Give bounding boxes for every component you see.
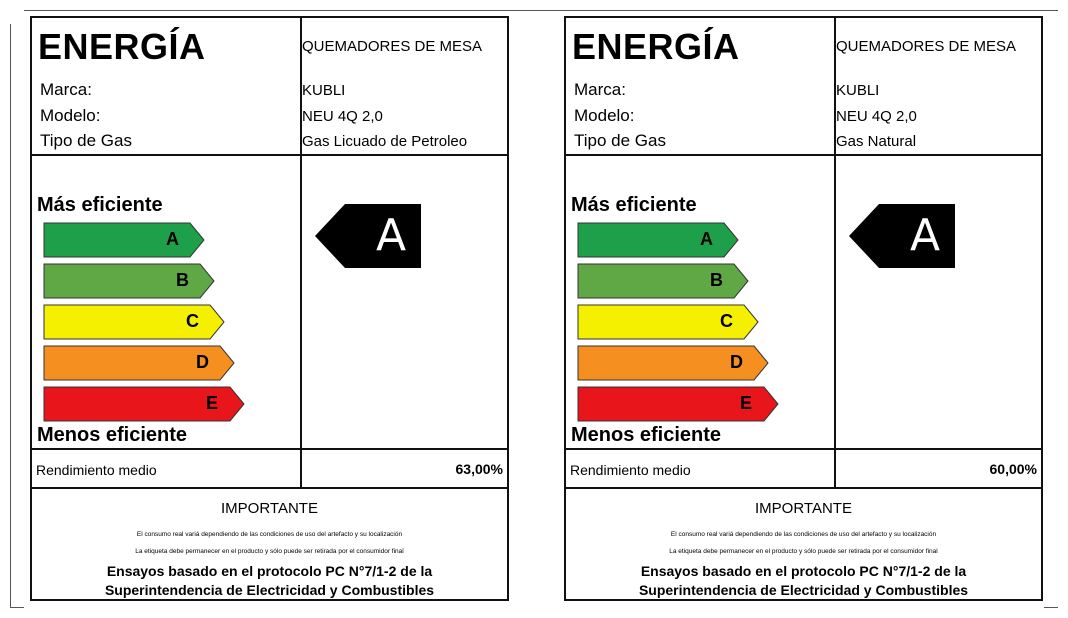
gas-type-value: Gas Licuado de Petroleo (302, 133, 468, 150)
brand-value: KUBLI (302, 82, 346, 99)
appliance-category: QUEMADORES DE MESA (302, 38, 483, 55)
important-note-1: El consumo real variá dependiendo de las condiciones de uso del artefacto y su localización (136, 531, 403, 538)
frame-top-line (24, 10, 1058, 11)
energy-heading: ENERGÍA (38, 26, 206, 67)
efficiency-class-a: A (700, 229, 713, 249)
performance-value: 63,00% (455, 461, 503, 477)
brand-value: KUBLI (836, 82, 880, 99)
frame-left-line (10, 24, 11, 608)
efficiency-class-e: E (206, 393, 219, 413)
most-efficient-label: Más eficiente (37, 194, 163, 216)
rating-letter: A (376, 210, 407, 261)
efficiency-class-c: C (720, 311, 733, 331)
model-label: Modelo: (574, 106, 635, 125)
protocol-line-2: Superintendencia de Electricidad y Combustibles (104, 582, 435, 598)
efficiency-class-b: B (176, 270, 189, 290)
important-title: IMPORTANTE (755, 500, 852, 517)
most-efficient-label: Más eficiente (571, 194, 697, 216)
efficiency-bar-a-shape (44, 223, 204, 257)
least-efficient-label: Menos eficiente (571, 424, 722, 446)
efficiency-class-b: B (710, 270, 723, 290)
protocol-line-1: Ensayos basado en el protocolo PC N°7/1-2 de la (106, 563, 433, 579)
important-note-2: La etiqueta debe permanecer en el producto y sólo puede ser retirada por el consumidor final (135, 548, 404, 555)
important-title: IMPORTANTE (221, 500, 318, 517)
rating-letter: A (910, 210, 941, 261)
protocol-line-1: Ensayos basado en el protocolo PC N°7/1-2 de la (640, 563, 967, 579)
energy-heading: ENERGÍA (572, 26, 740, 67)
gas-type-label: Tipo de Gas (40, 131, 132, 150)
model-value: NEU 4Q 2,0 (836, 108, 917, 125)
efficiency-class-a: A (166, 229, 179, 249)
efficiency-class-d: D (730, 352, 743, 372)
efficiency-class-c: C (186, 311, 199, 331)
frame-bottom-right-tick (1044, 607, 1058, 608)
frame-bottom-left-tick (10, 607, 24, 608)
least-efficient-label: Menos eficiente (37, 424, 188, 446)
performance-label: Rendimiento medio (570, 462, 691, 478)
model-value: NEU 4Q 2,0 (302, 108, 383, 125)
efficiency-class-d: D (196, 352, 209, 372)
brand-label: Marca: (40, 80, 92, 99)
protocol-line-2: Superintendencia de Electricidad y Combustibles (638, 582, 969, 598)
performance-label: Rendimiento medio (36, 462, 157, 478)
performance-value: 60,00% (989, 461, 1037, 477)
gas-type-value: Gas Natural (836, 133, 917, 150)
brand-label: Marca: (574, 80, 626, 99)
appliance-category: QUEMADORES DE MESA (836, 38, 1017, 55)
energy-label-natural-gas (564, 16, 1043, 601)
gas-type-label: Tipo de Gas (574, 131, 666, 150)
model-label: Modelo: (40, 106, 101, 125)
important-note-1: El consumo real variá dependiendo de las condiciones de uso del artefacto y su localización (670, 531, 937, 538)
efficiency-bar-a-shape (578, 223, 738, 257)
important-note-2: La etiqueta debe permanecer en el producto y sólo puede ser retirada por el consumidor final (669, 548, 938, 555)
efficiency-class-e: E (740, 393, 753, 413)
energy-label-lpg (30, 16, 509, 601)
